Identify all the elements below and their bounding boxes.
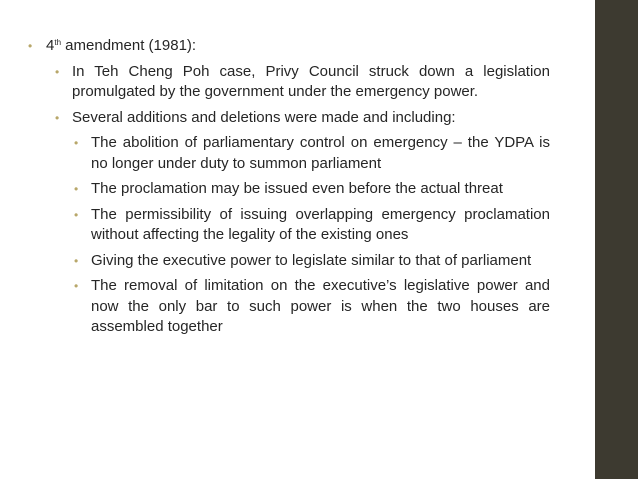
bullet-dot-icon: • (74, 253, 79, 268)
bullet-text: In Teh Cheng Poh case, Privy Council struck down a legislation promulgated by the government under the emergency power. (72, 62, 550, 100)
slide-content (28, 36, 550, 343)
bullet-text: The proclamation may be issued even before the actual threat (91, 180, 503, 197)
bullet-dot-icon: • (28, 39, 33, 53)
heading-rest: amendment (1981): (61, 37, 197, 54)
bullet-additions-deletions (28, 108, 550, 129)
side-decoration-bar (595, 0, 638, 479)
bullet-permissibility (28, 205, 550, 246)
heading-superscript: th (54, 38, 62, 47)
bullet-abolition (28, 133, 550, 174)
heading-prefix: 4 (46, 37, 55, 54)
bullet-text: Several additions and deletions were made and including: (72, 108, 456, 126)
bullet-removal-limitation (28, 276, 550, 338)
bullet-text: The abolition of parliamentary control on emergency – the YDPA is no longer under duty to summon parliament (91, 134, 550, 172)
bullet-proclamation (28, 179, 550, 200)
bullet-dot-icon: • (74, 279, 79, 293)
bullet-executive-power (28, 251, 550, 272)
bullet-dot-icon: • (55, 64, 60, 79)
bullet-text: The removal of limitation on the executive’s legislative power and now the only bar to such power is when the two houses are assembled together (91, 277, 550, 335)
bullet-dot-icon: • (74, 207, 79, 222)
bullet-dot-icon: • (74, 136, 79, 150)
bullet-dot-icon: • (55, 110, 60, 125)
bullet-dot-icon: • (74, 182, 79, 196)
bullet-heading (28, 36, 550, 57)
bullet-text: Giving the executive power to legislate similar to that of parliament (91, 251, 532, 269)
bullet-teh-cheng-poh (28, 62, 550, 103)
bullet-text: The permissibility of issuing overlapping emergency proclamation without affecting the legality of the existing ones (91, 205, 550, 243)
